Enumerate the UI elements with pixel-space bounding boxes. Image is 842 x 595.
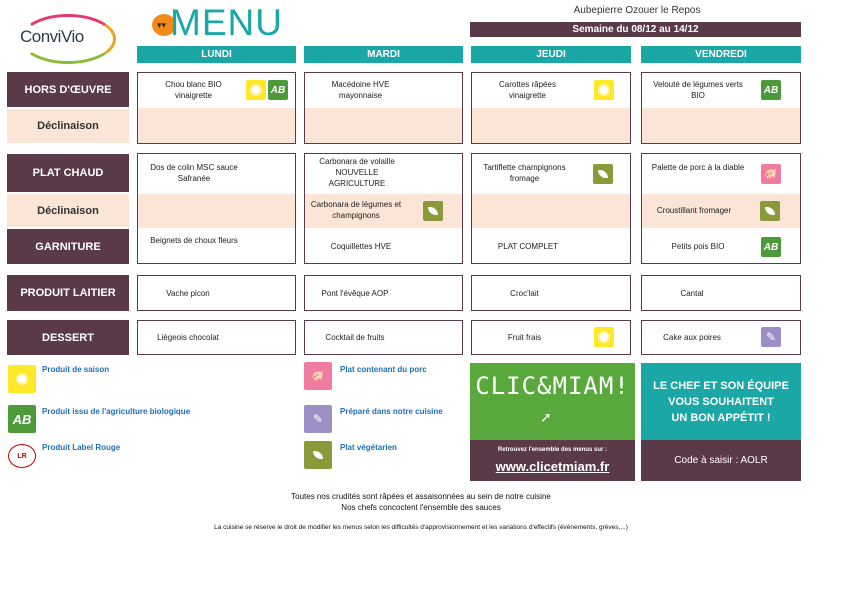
dish-text: Tartiflette champignons fromage bbox=[483, 163, 566, 183]
menu-cell-produit-laitier-lundi bbox=[137, 275, 296, 311]
declinaison-cell bbox=[138, 194, 295, 228]
dish-text: Croustillant fromager bbox=[656, 206, 732, 215]
dish-text: Petits pois BIO bbox=[671, 242, 725, 251]
dish-text: Croc'lait bbox=[510, 289, 539, 298]
legend-vegetarien: Plat végétarien bbox=[340, 443, 397, 452]
menu-cell-plat-chaud-vendredi bbox=[641, 153, 801, 264]
dish-text: Coquillettes HVE bbox=[330, 242, 392, 251]
row-label-plat-chaud: PLAT CHAUD bbox=[7, 154, 129, 192]
clicetmiam-link[interactable]: www.clicetmiam.fr bbox=[495, 459, 610, 474]
clic-miam-banner[interactable] bbox=[470, 363, 635, 440]
menu-cell-dessert-mardi bbox=[304, 320, 463, 355]
vegetarian-icon bbox=[423, 201, 443, 221]
menu-cell-dessert-vendredi bbox=[641, 320, 801, 355]
menu-cell-dessert-lundi bbox=[137, 320, 296, 355]
legend-bio: Produit issu de l'agriculture biologique bbox=[42, 407, 191, 416]
page-title: MENU bbox=[170, 2, 283, 43]
dish-text: Carottes râpées vinaigrette bbox=[499, 80, 556, 100]
legend-saison: Produit de saison bbox=[42, 365, 110, 374]
legend-sun-icon bbox=[8, 365, 36, 393]
menu-cell-hors-doeuvre-jeudi bbox=[471, 72, 631, 144]
pumpkin-face-icon: ▾▾ bbox=[157, 20, 167, 30]
dish-text: Chou blanc BIO vinaigrette bbox=[165, 80, 222, 100]
dish-text: Fruit frais bbox=[507, 333, 542, 342]
legend-ab-icon: AB bbox=[8, 405, 36, 433]
dish-text: Vache picon bbox=[166, 289, 210, 298]
declinaison-cell bbox=[305, 194, 462, 228]
site-name: Aubepierre Ozouer le Repos bbox=[573, 5, 701, 16]
legend-label-rouge: Produit Label Rouge bbox=[42, 443, 121, 452]
retrouvez-text: Retrouvez l'ensemble des menus sur : bbox=[497, 447, 608, 453]
legend-label-rouge-icon: LR bbox=[8, 444, 36, 468]
dish-text: Pont l'évêque AOP bbox=[321, 289, 389, 298]
sun-icon bbox=[246, 80, 266, 100]
menu-cell-produit-laitier-jeudi bbox=[471, 275, 631, 311]
declinaison-cell bbox=[305, 108, 462, 143]
day-header-lundi: LUNDI bbox=[137, 46, 296, 63]
menu-cell-dessert-jeudi bbox=[471, 320, 631, 355]
pig-icon: 🐖 bbox=[761, 164, 781, 184]
clic-miam-title: CLIC&MIAM! bbox=[475, 372, 630, 400]
ab-bio-icon: AB bbox=[268, 80, 288, 100]
declinaison-cell bbox=[642, 194, 800, 228]
day-header-jeudi: JEUDI bbox=[471, 46, 631, 63]
dish-text: Carbonara de volaille NOUVELLE AGRICULTURE bbox=[319, 157, 395, 188]
declinaison-cell bbox=[472, 108, 630, 143]
vegetarian-icon bbox=[593, 164, 613, 184]
ab-bio-icon: AB bbox=[761, 80, 781, 100]
menu-cell-hors-doeuvre-lundi bbox=[137, 72, 296, 144]
week-banner: Semaine du 08/12 au 14/12 bbox=[470, 22, 801, 37]
dish-text: Cantal bbox=[680, 289, 704, 298]
sun-icon bbox=[594, 327, 614, 347]
declinaison-cell bbox=[642, 108, 800, 143]
cursor-icon: ➚ bbox=[540, 409, 552, 425]
menu-cell-plat-chaud-jeudi bbox=[471, 153, 631, 264]
dish-text: Cocktail de fruits bbox=[325, 333, 385, 342]
footer-line-2: Nos chefs concoctent l'ensemble des sauces bbox=[341, 503, 501, 512]
menu-cell-hors-doeuvre-mardi bbox=[304, 72, 463, 144]
row-label-garniture: GARNITURE bbox=[7, 229, 129, 264]
access-code: Code à saisir : AOLR bbox=[641, 440, 801, 481]
legend-maison: Préparé dans notre cuisine bbox=[340, 407, 443, 416]
declinaison-cell bbox=[138, 108, 295, 143]
legend-porc: Plat contenant du porc bbox=[340, 365, 427, 374]
whisk-icon: ✎ bbox=[761, 327, 781, 347]
dish-text: Carbonara de légumes et champignons bbox=[310, 200, 402, 220]
dish-text: Beignets de choux fleurs bbox=[150, 236, 238, 245]
legend-pig-icon: 🐖 bbox=[304, 362, 332, 390]
legend-whisk-icon: ✎ bbox=[304, 405, 332, 433]
menu-cell-produit-laitier-vendredi bbox=[641, 275, 801, 311]
menu-cell-hors-doeuvre-vendredi bbox=[641, 72, 801, 144]
chef-line-3: UN BON APPÉTIT ! bbox=[671, 411, 771, 424]
logo-text: ConviVio bbox=[20, 27, 84, 46]
menu-cell-plat-chaud-lundi bbox=[137, 153, 296, 264]
chef-line-2: VOUS SOUHAITENT bbox=[668, 395, 774, 408]
declinaison-cell bbox=[472, 194, 630, 228]
chef-line-1: LE CHEF ET SON ÉQUIPE bbox=[653, 379, 789, 392]
day-header-vendredi: VENDREDI bbox=[641, 46, 801, 63]
sun-icon bbox=[594, 80, 614, 100]
menu-cell-plat-chaud-mardi bbox=[304, 153, 463, 264]
dish-text: Liégeois chocolat bbox=[157, 333, 219, 342]
chef-message bbox=[641, 363, 801, 440]
vegetarian-icon bbox=[760, 201, 780, 221]
dish-text: Dos de colin MSC sauce Safranée bbox=[150, 163, 238, 183]
row-label-hors-doeuvre: HORS D'ŒUVRE bbox=[7, 72, 129, 107]
row-label-produit-laitier: PRODUIT LAITIER bbox=[7, 275, 129, 311]
row-label-dessert: DESSERT bbox=[7, 320, 129, 355]
ab-bio-icon: AB bbox=[761, 237, 781, 257]
clic-miam-footer bbox=[470, 440, 635, 481]
menu-cell-produit-laitier-mardi bbox=[304, 275, 463, 311]
day-header-mardi: MARDI bbox=[304, 46, 463, 63]
dish-text: Velouté de légumes verts BIO bbox=[653, 80, 743, 100]
footer-line-1: Toutes nos crudités sont râpées et assaisonnées au sein de notre cuisine bbox=[291, 492, 551, 501]
dish-text: Palette de porc à la diable bbox=[651, 163, 745, 172]
dish-text: Cake aux poires bbox=[663, 333, 721, 342]
row-label-declinaison-2: Déclinaison bbox=[7, 194, 129, 227]
footer-line-3: La cuisine se réserve le droit de modifier les menus selon les difficultés d'approvisionnement et les variations d'effectifs (évènements, grèves,...) bbox=[214, 524, 628, 531]
dish-text: PLAT COMPLET bbox=[497, 242, 559, 251]
legend-vegetarian-icon bbox=[304, 441, 332, 469]
dish-text: Macédoine HVE mayonnaise bbox=[331, 80, 390, 100]
convivio-logo bbox=[18, 14, 118, 60]
row-label-declinaison-1: Déclinaison bbox=[7, 109, 129, 143]
